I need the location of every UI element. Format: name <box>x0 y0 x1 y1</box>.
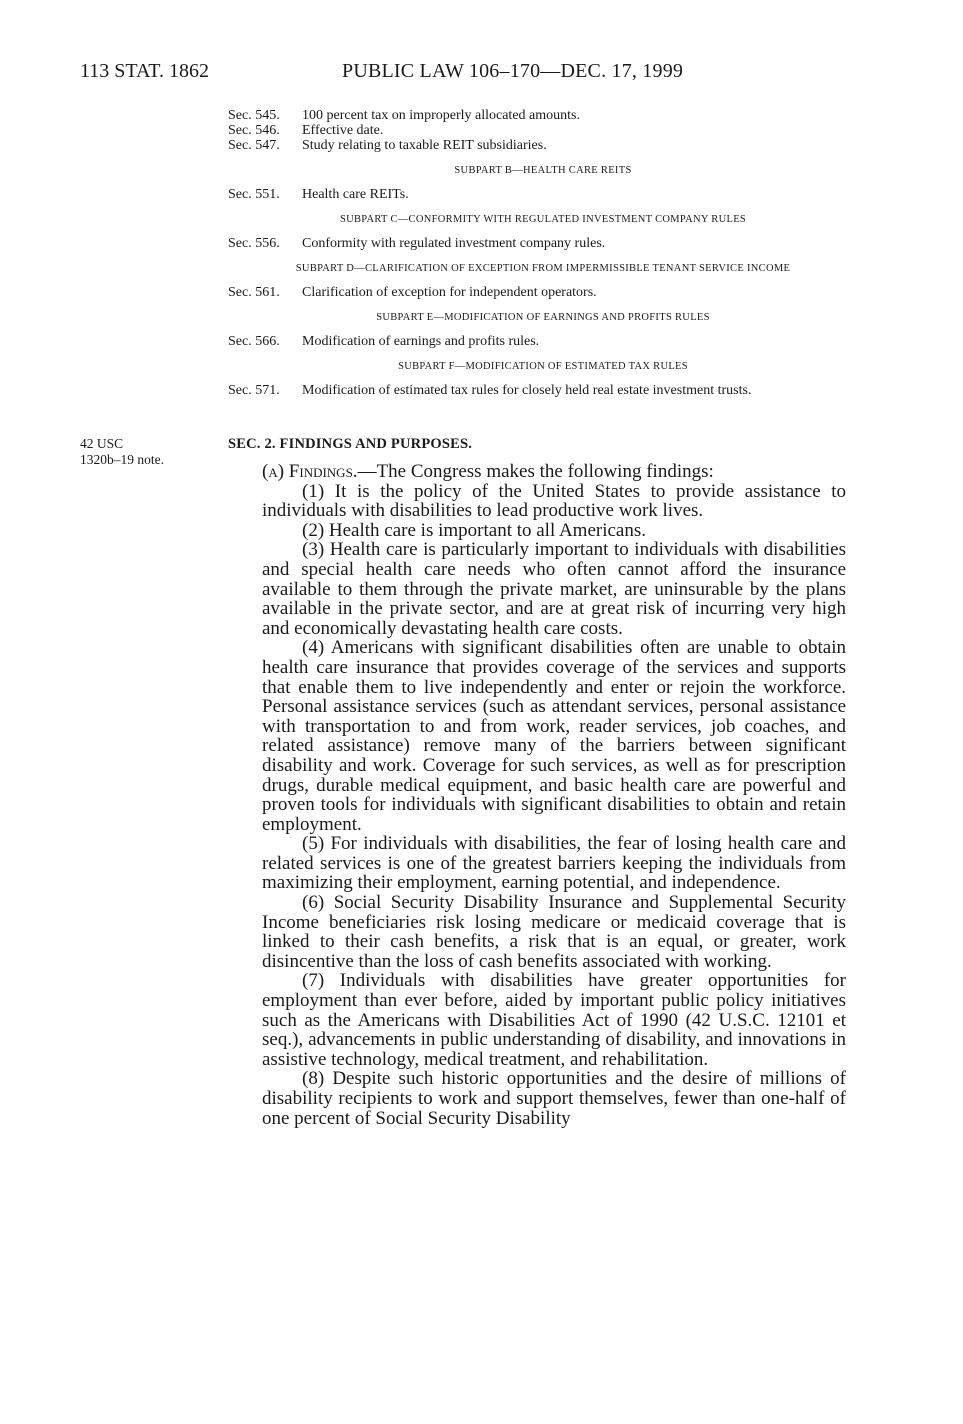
statute-page-ref: 113 STAT. 1862 <box>80 60 209 82</box>
toc-entry <box>228 138 858 153</box>
findings-label: (a) Findings. <box>262 461 358 482</box>
toc-section-number: Sec. 566. <box>228 334 280 349</box>
toc-section-title: Health care REITs. <box>302 187 409 202</box>
toc-section-number: Sec. 546. <box>228 123 280 138</box>
finding-paragraph: (7) Individuals with disabilities have greater opportunities for employment than ever before, aided by important public policy initiatives such as the Americans with Disabilities Act of 1990 (42 U.S.C. 12101 et seq.), advancements in public understanding of disability, and innovations in assistive technology, medical treatment, and rehabilitation. <box>262 970 846 1070</box>
finding-paragraph: (1) It is the policy of the United States to provide assistance to individuals with disabilities to lead productive work lives. <box>262 480 846 522</box>
toc-section-title: Modification of earnings and profits rules. <box>302 334 540 349</box>
toc-section-number: Sec. 556. <box>228 236 280 251</box>
toc-section-title: 100 percent tax on improperly allocated amounts. <box>302 108 580 123</box>
toc-section-number: Sec. 547. <box>228 138 280 153</box>
toc-section-number: Sec. 545. <box>228 108 280 123</box>
toc-entry <box>228 334 858 349</box>
findings-paragraph <box>262 462 846 482</box>
toc-entry <box>228 285 858 300</box>
toc-entry <box>228 123 858 138</box>
toc-subpart-heading: SUBPART D—CLARIFICATION OF EXCEPTION FROM IMPERMISSIBLE TENANT SERVICE INCOME <box>295 263 791 274</box>
toc-entry <box>228 108 858 123</box>
table-of-contents <box>228 108 858 398</box>
toc-subpart-heading: SUBPART E—MODIFICATION OF EARNINGS AND PROFITS RULES <box>376 312 710 323</box>
toc-section-number: Sec. 571. <box>228 383 280 398</box>
toc-section-number: Sec. 561. <box>228 285 280 300</box>
margin-citation-note <box>80 436 210 468</box>
page-header <box>80 60 860 90</box>
finding-paragraph: (6) Social Security Disability Insurance and Supplemental Security Income beneficiaries risk losing medicare or medicaid coverage that is linked to their cash benefits, a risk that is an equal, or greater, work disincentive than the loss of cash benefits associated with working. <box>262 892 846 972</box>
toc-section-title: Study relating to taxable REIT subsidiaries. <box>302 138 547 153</box>
toc-section-title: Effective date. <box>302 123 384 138</box>
public-law-title: PUBLIC LAW 106–170—DEC. 17, 1999 <box>342 60 684 82</box>
finding-paragraph: (2) Health care is important to all Americans. <box>302 519 646 541</box>
findings-intro: —The Congress makes the following findings: <box>357 461 714 482</box>
toc-section-title: Clarification of exception for independent operators. <box>302 285 597 300</box>
finding-paragraph: (8) Despite such historic opportunities and the desire of millions of disability recipients to work and support themselves, fewer than one-half of one percent of Social Security Disability <box>262 1068 846 1129</box>
toc-entry <box>228 187 858 202</box>
toc-section-number: Sec. 551. <box>228 187 280 202</box>
toc-subpart-heading: SUBPART B—HEALTH CARE REITS <box>454 165 632 176</box>
toc-subpart-heading: SUBPART F—MODIFICATION OF ESTIMATED TAX RULES <box>398 361 688 372</box>
finding-paragraph: (3) Health care is particularly important to individuals with disabilities and special health care needs who often cannot afford the insurance available to them through the private market, are uninsurable by the plans available in the private sector, and are at great risk of incurring very high and economically devastating health care costs. <box>262 539 846 639</box>
section-heading: SEC. 2. FINDINGS AND PURPOSES. <box>228 436 473 452</box>
toc-subpart-heading: SUBPART C—CONFORMITY WITH REGULATED INVESTMENT COMPANY RULES <box>339 214 747 225</box>
toc-entry <box>228 383 858 398</box>
toc-entry <box>228 236 858 251</box>
section-body <box>262 462 846 1128</box>
finding-paragraph: (5) For individuals with disabilities, the fear of losing health care and related services is one of the greatest barriers keeping the individuals from maximizing their employment, earning potential, and independence. <box>262 833 846 894</box>
finding-paragraph: (4) Americans with significant disabilities often are unable to obtain health care insurance that provides coverage of the services and supports that enable them to live independently and enter or rejoin the workforce. Personal assistance services (such as attendant services, personal assistance with transportation to and from work, reader services, job coaches, and related assistance) remove many of the barriers between significant disability and work. Coverage for such services, as well as for prescription drugs, durable medical equipment, and basic health care are powerful and proven tools for individuals with significant disabilities to obtain and retain employment. <box>262 637 846 835</box>
toc-section-title: Modification of estimated tax rules for closely held real estate investment trusts. <box>302 383 752 398</box>
margin-note-line: 42 USC <box>80 436 124 451</box>
margin-note-line: 1320b–19 note. <box>80 452 164 467</box>
toc-section-title: Conformity with regulated investment company rules. <box>302 236 606 251</box>
